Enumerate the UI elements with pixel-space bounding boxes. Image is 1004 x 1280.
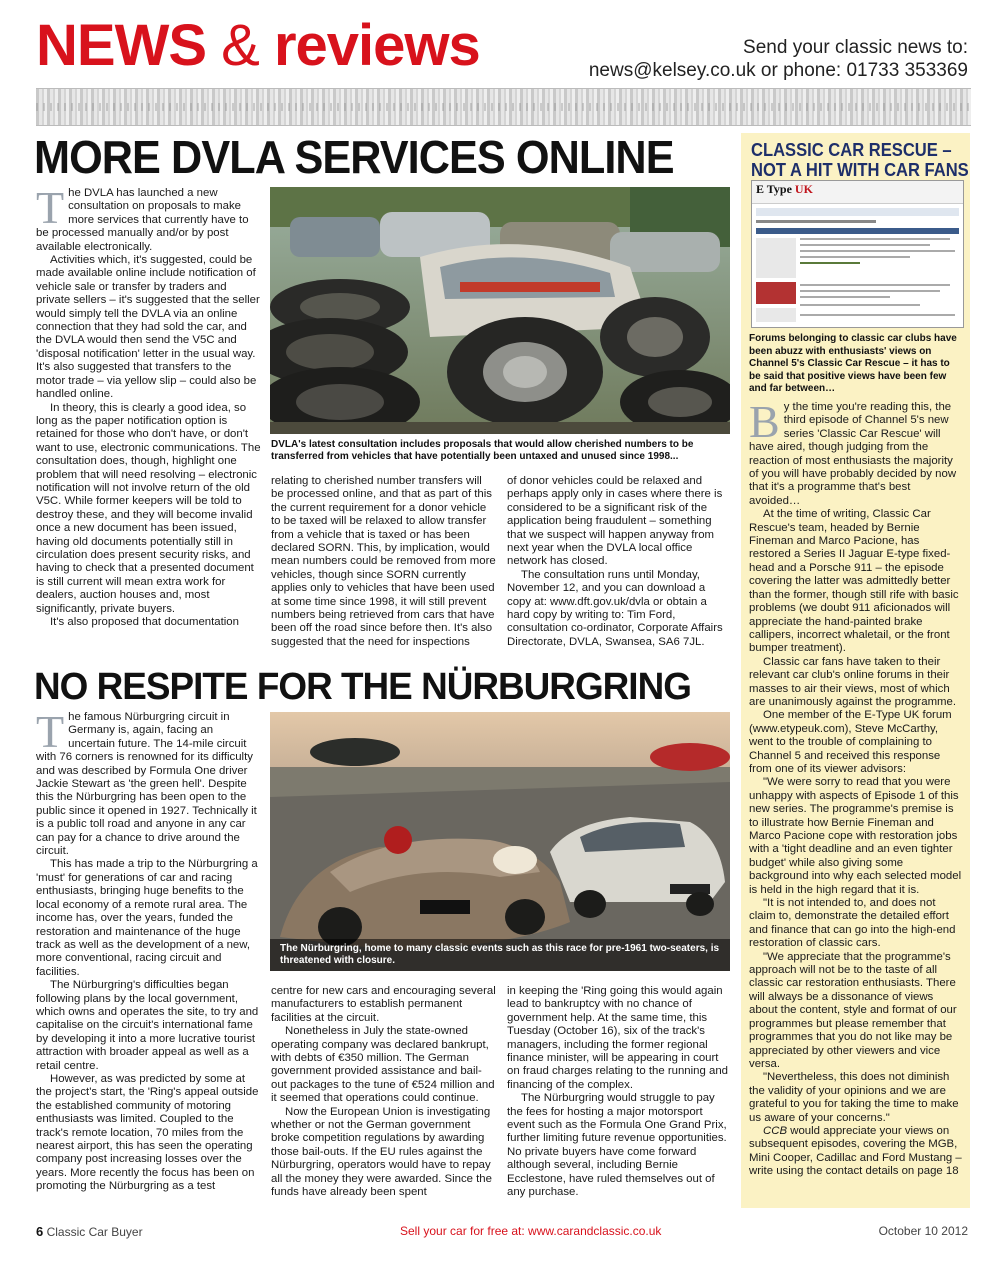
forum-brand-etype: E Type	[756, 182, 792, 196]
footer-promo: Sell your car for free at: www.carandclassic.co.uk	[400, 1224, 662, 1238]
article-2-paragraph: centre for new cars and encouraging several manufacturers to establish permanent facilities at the circuit.	[271, 985, 496, 1024]
article-2-paragraph: The Nürburgring's difficulties began following plans by the local government, which owns and operates the site, to try and capitalise on the circuit's international fame by developing it into a more lucrative tourist attraction with broader appeal as well as a retail centre.	[36, 979, 259, 1072]
scrapyard-illustration	[270, 187, 730, 434]
sidebar-body	[749, 396, 964, 1179]
sidebar-paragraph: "We appreciate that the programme's approach will not be to the taste of all classic car restoration enthusiasts. There will always be a dissonance of views about the content, style and format of our programmes but please remember that programmes that you do not like may be appreciated by other viewers and vice versa.	[749, 950, 957, 1070]
article-1-paragraph: he DVLA has launched a new consultation on proposals to make more services that currently have to be processed manually and/or by post available electronically.	[36, 187, 249, 253]
contact-line-1: Send your classic news to:	[743, 37, 968, 58]
article-2-headline: NO RESPITE FOR THE NÜRBURGRING	[34, 666, 691, 708]
forum-page-illustration	[752, 204, 963, 328]
page-number: 6	[36, 1224, 44, 1239]
article-2-paragraph: The Nürburgring would struggle to pay the fees for hosting a major motorsport event such as the Formula One Grand Prix, further limiting future revenue opportunities. No private buyers have come forward although several, including Bernie Ecclestone, have ruled themselves out of any purchase.	[507, 1092, 727, 1199]
sidebar-paragraph: y the time you're reading this, the third episode of Channel 5's new series 'Classic Car Rescue' will have aired, though judging from the reaction of most enthusiasts the majority of you will have probably decided by now that it's a programme that's best avoided…	[749, 401, 957, 507]
race-photo	[270, 712, 730, 971]
article-2-column-2	[271, 985, 496, 1200]
magazine-name: Classic Car Buyer	[46, 1225, 143, 1239]
tyre-track-divider	[36, 88, 971, 126]
sidebar-paragraph: One member of the E-Type UK forum (www.etypeuk.com), Steve McCarthy, went to the trouble of complaining to Channel 5 and received this response from one of its viewer advisors:	[749, 709, 952, 775]
contact-info	[589, 36, 968, 82]
sidebar-paragraph: would appreciate your views on subsequent episodes, covering the MGB, Mini Cooper, Cadillac and Ford Mustang – write using the contact details on page 18	[749, 1124, 962, 1178]
sidebar-paragraph: "Nevertheless, this does not diminish the validity of your opinions and we are grateful to you for taking the time to make us aware of your concerns."	[749, 1071, 959, 1124]
article-1-paragraph: In theory, this is clearly a good idea, so long as the paper notification option is retained for those who don't have, or don't want to use, electronic communications. The consultation does, though, highlight one problem that will need resolving – electronic notification will not involve return of the old V5C. While former keepers will be told to destroy these, and they will become invalid once a new document has been issued, having old documents potentially still in circulation does present security risks, and having to check that a presented document is still current will mean extra work for dealers, auction houses and, most significantly, private buyers.	[36, 401, 261, 615]
forum-screenshot-header	[752, 181, 963, 204]
scrapyard-photo	[270, 187, 730, 434]
forum-brand-uk: UK	[794, 182, 813, 196]
forum-screenshot	[751, 180, 964, 328]
sidebar-dropcap: B	[749, 396, 780, 447]
article-2-paragraph: Nonetheless in July the state-owned operating company was declared bankrupt, with debts of €350 million. The German government provided assistance and bail-out packages to the tune of €524 million and it seemed that operations could continue.	[271, 1025, 495, 1105]
article-2-paragraph: This has made a trip to the Nürburgring a 'must' for generations of car and racing enthusiasts, bringing huge benefits to the local economy of a remote rural area. The income has, over the years, funded the restoration and maintenance of the huge track as well as the development of a new, more conventional, racing circuit and facilities.	[36, 858, 258, 978]
article-1-paragraph: The consultation runs until Monday, November 12, and you can download a copy at: www.dft.gov.uk/dvla or obtain a hard copy by writing to: Tim Ford, consultation co-ordinator, Corporate Affairs Directorate, DVLA, Swansea, SA6 7JL.	[507, 568, 723, 648]
article-1-column-3	[507, 475, 731, 649]
article-2-dropcap: T	[36, 706, 65, 757]
sidebar-ccb-italic: CCB	[763, 1124, 788, 1137]
article-2-paragraph: he famous Nürburgring circuit in Germany is, again, facing an uncertain future. The 14-mile circuit with 76 corners is renowned for its difficulty and was described by Formula One driver Jackie Stewart as 'the green hell'. Despite this the Nürburgring has been open to the public since it opened in 1927. Technically it is a public toll road and anyone in any car can pay for a chance to drive around the circuit.	[36, 711, 257, 858]
article-1-paragraph: relating to cherished number transfers will be processed online, and that as part of this the current requirement for a donor vehicle to be taxed will be relaxed to allow transfer from a vehicle that is taxed or has been declared SORN. This, by implication, would mean numbers could be removed from more vehicles, though since SORN currently applies only to vehicles that have been used at some time since 1998, it will still prevent numbers being retrieved from cars that have been off the road since before then. It's also suggested that the need for inspections	[271, 475, 496, 648]
article-1-paragraph: Activities which, it's suggested, could be made available online include notification of vehicle sale or transfer by traders and private sellers – it's suggested that the seller would simply tell the DVLA via an online connection that they had sold the car, and the DVLA would then send the V5C and 'disposal notification' letter in the usual way. It's also suggested that transfers to the motor trade – via yellow slip – could also be handled online.	[36, 254, 260, 401]
article-1-paragraph: of donor vehicles could be relaxed and perhaps apply only in cases where there is considered to be a significant risk of the application being fraudulent – something that we suspect will happen anyway from next year when the DVLA local office network has closed.	[507, 475, 723, 568]
sidebar-paragraph: At the time of writing, Classic Car Rescue's team, headed by Bernie Fineman and Marco Pacione, has restored a Series II Jaguar E-type fixed-head and a Porsche 911 – the episode covering the latter was admittedly better than the former, though still rife with basic problems (we doubt 911 aficionados will appreciate the hand-painted brake callipers, incorrect whaletail, or the front bumper treatment).	[749, 508, 959, 655]
sidebar-paragraph: Classic car fans have taken to their relevant car club's online forums in their masses to air their views, most of which are unanimously against the programme.	[749, 655, 957, 708]
section-title-amp: &	[221, 13, 259, 78]
race-photo-caption: The Nürburgring, home to many classic events such as this race for pre-1961 two-seaters, is threatened with closure.	[270, 939, 730, 971]
article-2-paragraph: in keeping the 'Ring going this would again lead to bankruptcy with no chance of government help. At the same time, this Tuesday (October 16), six of the track's managers, including the former regional finance minister, will be appearing in court on fraud charges relating to the running and financing of the complex.	[507, 985, 729, 1091]
article-1-headline: MORE DVLA SERVICES ONLINE	[34, 131, 674, 183]
section-title-news: NEWS	[36, 13, 206, 78]
article-2-paragraph: Now the European Union is investigating whether or not the German government broke competition regulations by awarding those bail-outs. If the EU rules against the Nürburgring, operators would have to repay all the money they were awarded. Since the funds have already been spent	[271, 1105, 492, 1199]
race-illustration	[270, 712, 730, 971]
issue-date: October 10 2012	[878, 1224, 968, 1238]
section-title-reviews: reviews	[273, 13, 480, 78]
article-2-column-3	[507, 985, 731, 1200]
sidebar-headline-line-1: CLASSIC CAR RESCUE –	[751, 140, 952, 160]
article-1-dropcap: T	[36, 182, 65, 233]
contact-line-2: news@kelsey.co.uk or phone: 01733 353369	[588, 60, 968, 81]
sidebar-paragraph: "We were sorry to read that you were unhappy with aspects of Episode 1 of this new series. The programme's premise is to illustrate how Bernie Fineman and Marco Pacione cope with restoration jobs with a 'tight deadline and an even tighter budget' while also giving some background into why each selected model is held in the high regard that it is.	[749, 776, 962, 896]
article-1-paragraph: It's also proposed that documentation	[50, 616, 239, 628]
sidebar-paragraph: "It is not intended to, and does not claim to, demonstrate the detailed effort and finance that can go into the high-end restoration of classic cars.	[749, 897, 956, 950]
sidebar-headline-line-2: NOT A HIT WITH CAR FANS	[751, 160, 969, 180]
article-2-column-1	[36, 706, 262, 1194]
article-2-paragraph: However, as was predicted by some at the project's start, the 'Ring's appeal outside the established community of motoring enthusiasts was limited. Coupled to the track's remote location, 70 miles from the nearest airport, this has seen the operating company post increasing losses over the years. More recently the focus has been on promoting the Nürburgring as a test	[36, 1072, 259, 1193]
sidebar-headline	[751, 140, 969, 180]
article-1-column-2	[271, 475, 496, 649]
sidebar-caption: Forums belonging to classic car clubs have been abuzz with enthusiasts' views on Channel 5's Classic Car Rescue – it has to be said that positive views have been few and far between…	[749, 333, 957, 394]
section-title	[36, 12, 480, 79]
scrapyard-photo-caption: DVLA's latest consultation includes proposals that would allow cherished numbers to be transferred from vehicles that have potentially been untaxed and unused since 1998...	[271, 439, 694, 462]
footer-page-info	[36, 1224, 143, 1239]
article-1-column-1	[36, 182, 262, 629]
